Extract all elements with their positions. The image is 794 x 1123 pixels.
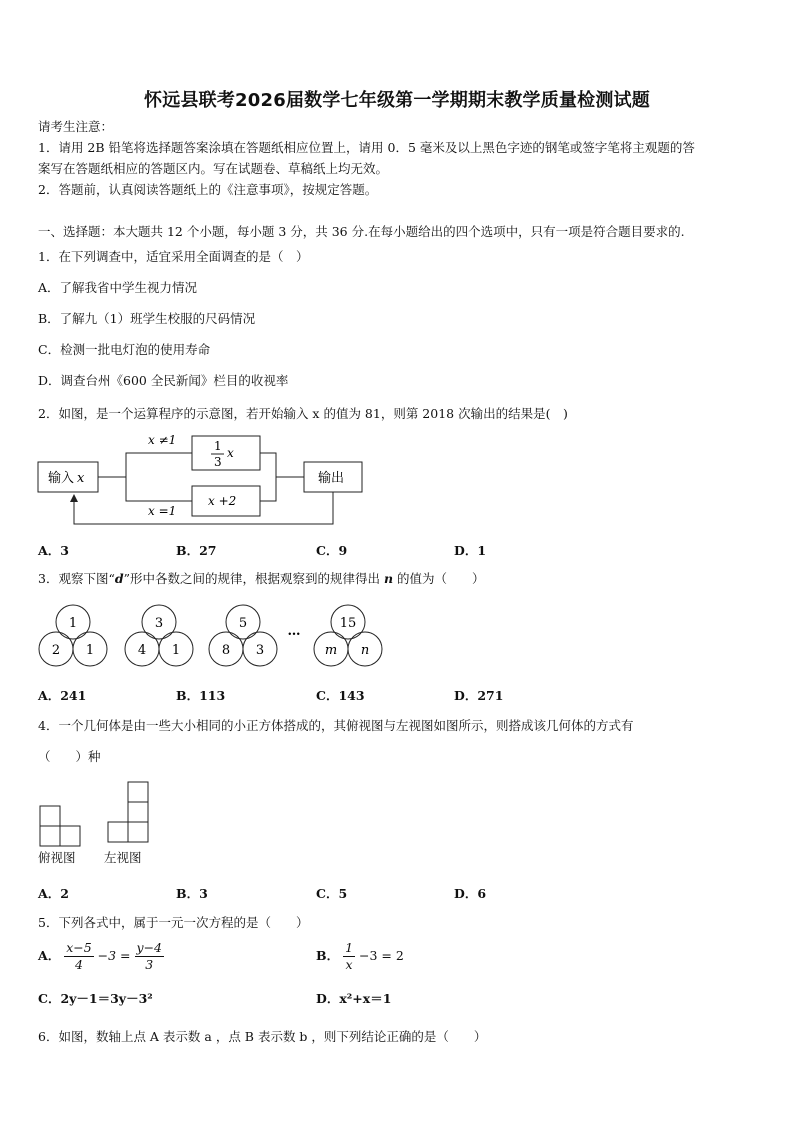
flowchart-diagram [30,426,380,532]
question-2-stem: 2．如图，是一个运算程序的示意图，若开始输入 x 的值为 81，则第 2018 次输出的结果是( ) [38,406,568,421]
fraction-a1: $\frac{x-5}{4}$ [66,940,92,972]
page-title: 怀远县联考2026届数学七年级第一学期期末教学质量检测试题 [144,90,650,111]
operation-top-box [192,436,260,470]
condition-bottom: x =1 [148,504,177,518]
question-2-option-b: B．27 [176,543,217,558]
question-4-stem-line-2: （ ）种 [38,749,101,764]
condition-top: x ≠1 [148,433,177,447]
left-view-square [108,822,128,842]
op-top-numerator: 1 [214,439,222,453]
question-5-option-a: A． $\frac{x-5}{4}$ −3 = $\frac{y-4}{3}$ [38,940,163,972]
question-3-option-c: C．143 [316,688,365,703]
left-view-square [128,802,148,822]
fraction-b: $\frac{1}{x}$ [345,940,354,972]
notice-line-1b: 案写在答题纸相应的答题区内。写在试题卷、草稿纸上均无效。 [38,161,389,176]
group-3-right: 3 [255,643,265,658]
question-2-option-a: A．3 [38,543,69,558]
question-3-option-d: D．271 [454,688,504,703]
left-view-label: 左视图 [104,850,142,865]
circle-pattern-figure [30,600,390,672]
question-1-option-b: B．了解九（1）班学生校服的尺码情况 [38,311,256,326]
group-1-top: 1 [68,616,78,631]
question-4-option-d: D．6 [454,886,487,901]
top-view-square [40,806,60,826]
left-view-square [128,822,148,842]
group-3-left: 8 [221,643,231,658]
group-4-right: n [360,643,370,658]
feedback-arrow [74,492,333,524]
views-figure [36,778,166,848]
question-2-option-c: C．9 [316,543,348,558]
question-4-option-a: A．2 [38,886,69,901]
question-3-stem: 3．观察下图“d”形中各数之间的规律，根据观察到的规律得出 n 的值为（ ） [38,571,485,586]
question-3-option-b: B．113 [176,688,226,703]
section-heading: 一、选择题：本大题共 12 个小题，每小题 3 分，共 36 分.在每小题给出的四个选项中，只有一项是符合题目要求的. [38,224,685,239]
output-label: 输出 [318,471,345,486]
question-5-stem: 5．下列各式中，属于一元一次方程的是（ ） [38,915,309,930]
question-4-option-c: C．5 [316,886,348,901]
notice-line-1a: 1．请用 2B 铅笔将选择题答案涂填在答题纸相应位置上，请用 0．5 毫米及以上黑色字迹的钢笔或签字笔将主观题的答 [38,140,695,155]
question-4-option-b: B．3 [176,886,208,901]
notice-line-2: 2．答题前，认真阅读答题纸上的《注意事项》，按规定答题。 [38,182,378,197]
top-view-square [60,826,80,846]
ellipsis: … [287,624,301,639]
group-3-top: 5 [238,616,248,631]
left-view-square [128,782,148,802]
question-1-option-a: A．了解我省中学生视力情况 [38,280,198,295]
op-top-denominator: 3 [214,455,222,469]
question-5-option-b: B． $\frac{1}{x}$ −3 = 2 [316,940,404,972]
arrow-head [70,494,78,502]
question-5-option-d: D．x²+x＝1 [316,991,392,1006]
question-3-option-a: A．241 [38,688,87,703]
group-1-left: 2 [51,643,61,658]
group-4-left: m [324,643,338,658]
input-label: 输入 x [48,471,85,486]
group-4-top: 15 [339,616,357,631]
top-view-square [40,826,60,846]
question-1-option-d: D．调查台州《600 全民新闻》栏目的收视率 [38,373,289,388]
fraction-a2: $\frac{y-4}{3}$ [136,940,163,972]
group-2-right: 1 [171,643,181,658]
question-1-stem: 1．在下列调查中，适宜采用全面调查的是（ ） [38,249,309,264]
op-top-variable: x [227,446,234,460]
question-5-option-c: C．2y－1＝3y－3² [38,991,153,1006]
question-2-option-d: D．1 [454,543,487,558]
top-view-label: 俯视图 [38,850,76,865]
question-6-stem: 6．如图，数轴上点 A 表示数 a ，点 B 表示数 b ，则下列结论正确的是（ ） [38,1029,487,1044]
group-2-top: 3 [154,616,164,631]
op-bottom-label: x +2 [208,494,237,508]
question-4-stem-line-1: 4．一个几何体是由一些大小相同的小正方体搭成的，其俯视图与左视图如图所示，则搭成该几何体的方式有 [38,718,634,733]
question-1-option-c: C．检测一批电灯泡的使用寿命 [38,342,211,357]
group-2-left: 4 [137,643,147,658]
notice-heading: 请考生注意： [38,119,114,134]
group-1-right: 1 [85,643,95,658]
